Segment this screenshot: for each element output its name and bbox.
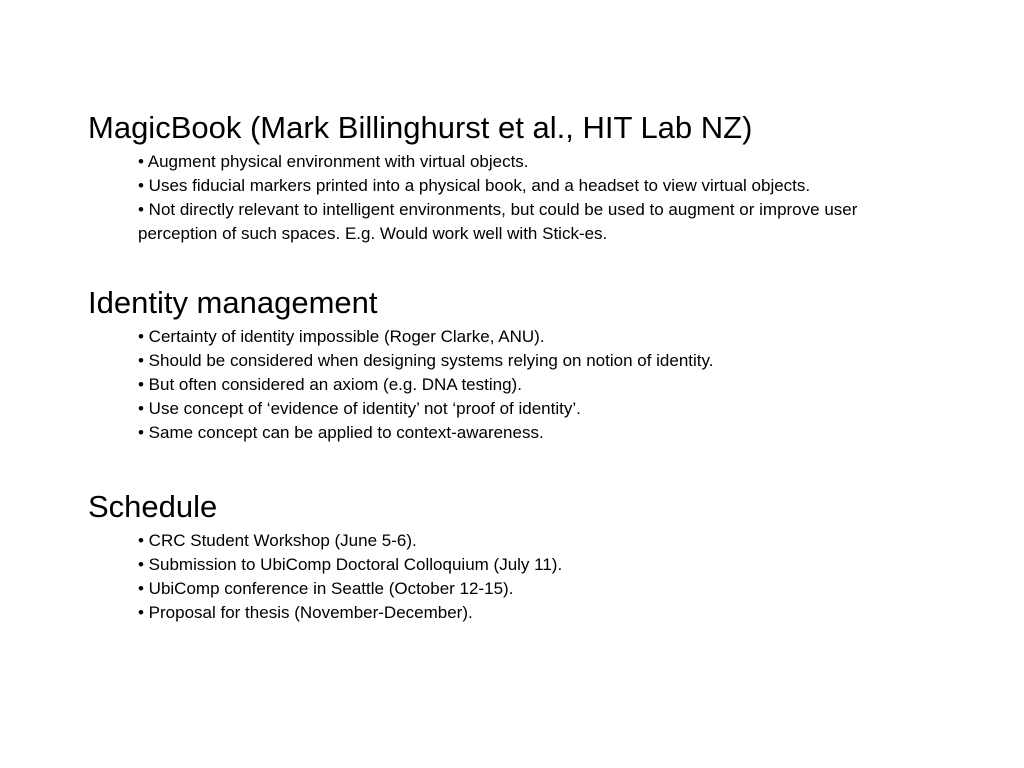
bullet-item: • Certainty of identity impossible (Roger Clarke, ANU).: [138, 327, 545, 346]
bullet-list: [138, 529, 988, 625]
bullet-item: • But often considered an axiom (e.g. DNA testing).: [138, 375, 522, 394]
bullet-item: • Should be considered when designing systems relying on notion of identity.: [138, 351, 714, 370]
section-heading: MagicBook (Mark Billinghurst et al., HIT Lab NZ): [88, 110, 753, 145]
bullet-item: • Submission to UbiComp Doctoral Colloquium (July 11).: [138, 555, 563, 574]
bullet-list: [138, 150, 988, 246]
bullet-item: • UbiComp conference in Seattle (October 12-15).: [138, 579, 514, 598]
bullet-item: • Same concept can be applied to context-awareness.: [138, 423, 544, 442]
section-heading: Identity management: [88, 285, 378, 320]
section-identity-management: [88, 285, 988, 445]
bullet-list: [138, 325, 988, 445]
bullet-item: • Proposal for thesis (November-December).: [138, 603, 473, 622]
section-heading: Schedule: [88, 489, 218, 524]
bullet-item: • Uses fiducial markers printed into a physical book, and a headset to view virtual objects.: [138, 176, 811, 195]
bullet-item: • Augment physical environment with virtual objects.: [138, 152, 529, 171]
bullet-item: • Use concept of ‘evidence of identity’ not ‘proof of identity’.: [138, 399, 581, 418]
section-schedule: [88, 489, 988, 625]
bullet-item: • CRC Student Workshop (June 5-6).: [138, 531, 417, 550]
section-magicbook: [88, 110, 988, 246]
bullet-item: • Not directly relevant to intelligent environments, but could be used to augment or improve user perception of such spaces. E.g. Would work well with Stick-es.: [138, 200, 858, 243]
